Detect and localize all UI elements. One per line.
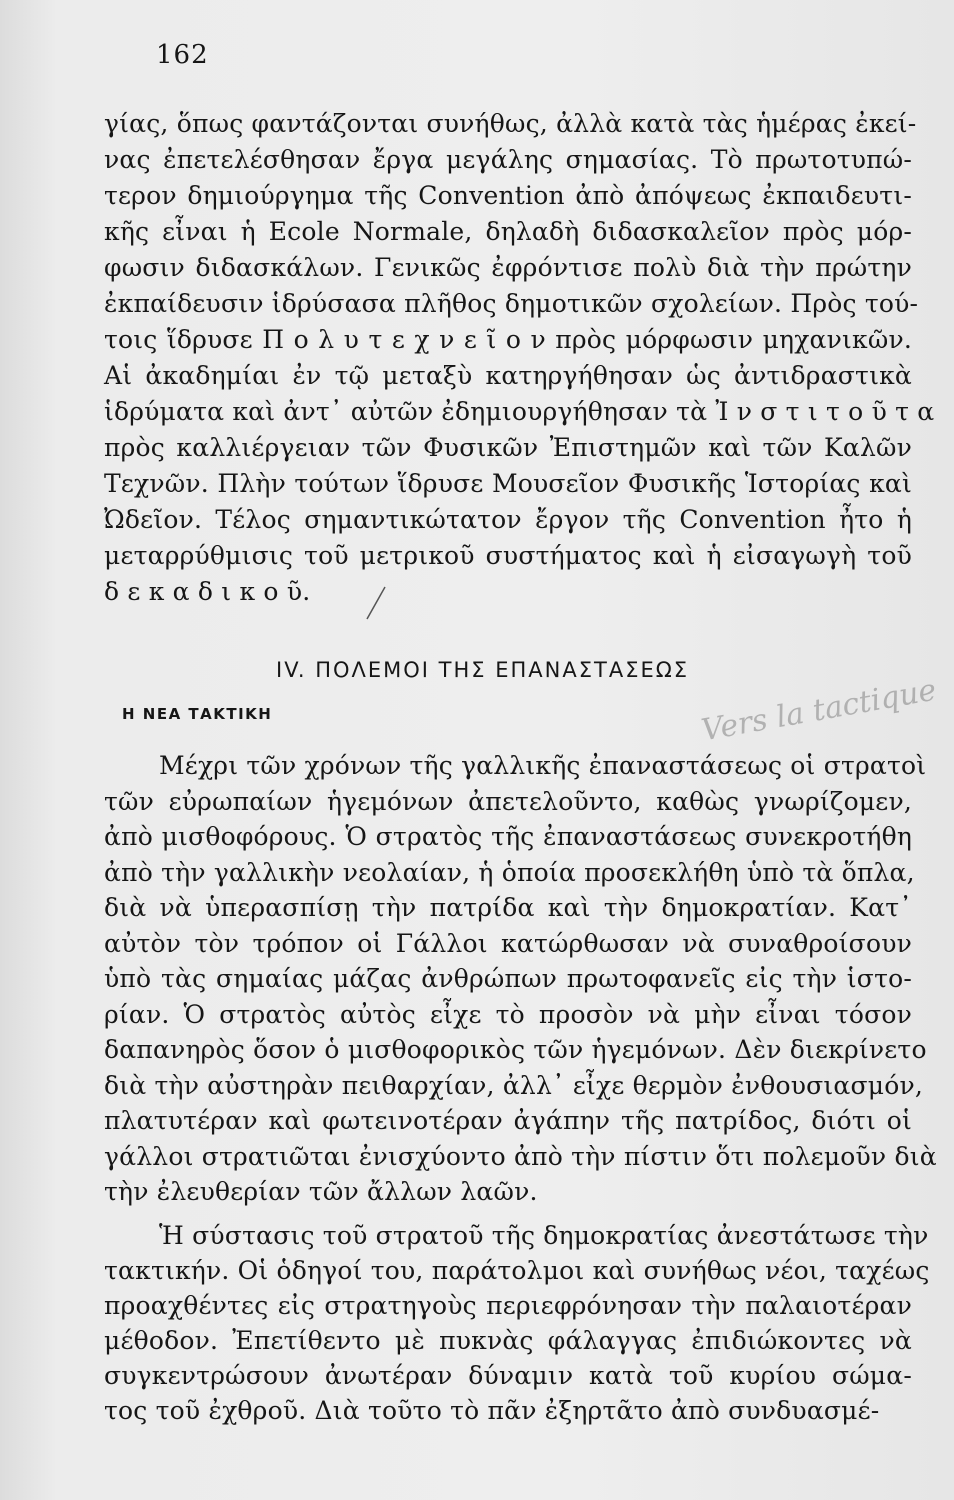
- paragraph-tactics: [104, 1218, 930, 1428]
- text-line: φωσιν διδασκάλων. Γενικῶς ἐφρόντισε πολὺ διὰ τὴν πρώτην: [104, 253, 912, 282]
- paragraph-armies: [104, 748, 937, 1210]
- paragraph-education: [104, 106, 935, 610]
- text-line: διὰ τὴν αὐστηρὰν πειθαρχίαν, ἀλλ᾽ εἶχε θερμὸν ἐνθουσιασμόν,: [104, 1070, 923, 1100]
- text-line: νας ἐπετελέσθησαν ἔργα μεγάλης σημασίας. Τὸ πρωτοτυπώ-: [104, 145, 912, 174]
- text-line: τοις ἵδρυσε Π ο λ υ τ ε χ ν ε ῖ ο ν πρὸς μόρφωσιν μηχανικῶν.: [104, 325, 912, 354]
- text-line: ρίαν. Ὁ στρατὸς αὐτὸς εἶχε τὸ προσὸν νὰ μὴν εἶναι τόσον: [104, 999, 912, 1029]
- text-line: τακτικήν. Οἱ ὁδηγοί του, παράτολμοι καὶ συνήθως νέοι, ταχέως: [104, 1256, 930, 1285]
- text-line: μέθοδον. Ἐπετίθεντο μὲ πυκνὰς φάλαγγας ἐπιδιώκοντες νὰ: [104, 1326, 912, 1355]
- text-line: Μέχρι τῶν χρόνων τῆς γαλλικῆς ἐπαναστάσεως οἱ στρατοὶ: [159, 751, 927, 780]
- text-line: Ὠδεῖον. Τέλος σημαντικώτατον ἔργον τῆς Convention ἦτο ἡ: [104, 505, 912, 534]
- text-line: ἱδρύματα καὶ ἀντ᾽ αὐτῶν ἐδημιουργήθησαν τὰ Ἰ ν σ τ ι τ ο ῦ τ α: [104, 397, 935, 426]
- text-line: ὑπὸ τὰς σημαίας μάζας ἀνθρώπων πρωτοφανεῖς εἰς τὴν ἱστο-: [104, 964, 912, 993]
- text-line: τερον δημιούργημα τῆς Convention ἀπὸ ἀπόψεως ἐκπαιδευτι-: [104, 181, 912, 210]
- text-line: δ ε κ α δ ι κ ο ῦ.: [104, 577, 311, 606]
- text-line: μεταρρύθμισις τοῦ μετρικοῦ συστήματος καὶ ἡ εἰσαγωγὴ τοῦ: [104, 541, 912, 570]
- text-line: γάλλοι στρατιῶται ἐνισχύοντο ἀπὸ τὴν πίστιν ὅτι πολεμοῦν διὰ: [104, 1141, 937, 1171]
- text-line: Ἡ σύστασις τοῦ στρατοῦ τῆς δημοκρατίας ἀνεστάτωσε τὴν: [159, 1221, 929, 1250]
- text-line: διὰ νὰ ὑπερασπίσῃ τὴν πατρίδα καὶ τὴν δημοκρατίαν. Κατ᾽: [104, 893, 912, 922]
- text-line: πρὸς καλλιέργειαν τῶν Φυσικῶν Ἐπιστημῶν καὶ τῶν Καλῶν: [104, 433, 912, 462]
- text-line: Αἱ ἀκαδημίαι ἐν τῷ μεταξὺ κατηργήθησαν ὡς ἀντιδραστικὰ: [104, 361, 912, 390]
- text-line: πλατυτέραν καὶ φωτεινοτέραν ἀγάπην τῆς πατρίδος, διότι οἱ: [104, 1106, 912, 1135]
- text-line: ἀπὸ τὴν γαλλικὴν νεολαίαν, ἡ ὁποία προσεκλήθη ὑπὸ τὰ ὅπλα,: [104, 857, 915, 887]
- section-title: Η ΝΕΑ ΤΑΚΤΙΚΗ: [122, 705, 273, 723]
- text-line: τὴν ἐλευθερίαν τῶν ἄλλων λαῶν.: [104, 1177, 538, 1206]
- text-line: προαχθέντες εἰς στρατηγοὺς περιεφρόνησαν τὴν παλαιοτέραν: [104, 1291, 912, 1320]
- text-line: τῶν εὐρωπαίων ἡγεμόνων ἀπετελοῦντο, καθὼς γνωρίζομεν,: [104, 786, 912, 816]
- text-line: Τεχνῶν. Πλὴν τούτων ἵδρυσε Μουσεῖον Φυσικῆς Ἱστορίας καὶ: [104, 469, 912, 498]
- text-line: αὐτὸν τὸν τρόπον οἱ Γάλλοι κατώρθωσαν νὰ συναθροίσουν: [104, 928, 912, 958]
- text-line: ἐκπαίδευσιν ἱδρύσασα πλῆθος δημοτικῶν σχολείων. Πρὸς τού-: [104, 289, 919, 318]
- text-line: συγκεντρώσουν ἀνωτέραν δύναμιν κατὰ τοῦ κυρίου σώμα-: [104, 1361, 912, 1390]
- pencil-slash-mark: [355, 585, 395, 625]
- chapter-title: IV. ΠΟΛΕΜΟΙ ΤΗΣ ΕΠΑΝΑΣΤΑΣΕΩΣ: [276, 658, 690, 682]
- text-line: τος τοῦ ἐχθροῦ. Διὰ τοῦτο τὸ πᾶν ἐξηρτᾶτο ἀπὸ συνδυασμέ-: [104, 1396, 880, 1425]
- page-number: 162: [156, 40, 209, 70]
- text-line: ἀπὸ μισθοφόρους. Ὁ στρατὸς τῆς ἐπαναστάσεως συνεκροτήθη: [104, 822, 912, 851]
- text-line: γίας, ὅπως φαντάζονται συνήθως, ἀλλὰ κατὰ τὰς ἡμέρας ἐκεί-: [104, 109, 917, 138]
- text-line: δαπανηρὸς ὅσον ὁ μισθοφορικὸς τῶν ἡγεμόνων. Δὲν διεκρίνετο: [104, 1035, 927, 1064]
- text-line: κῆς εἶναι ἡ Ecole Normale, δηλαδὴ διδασκαλεῖον πρὸς μόρ-: [104, 217, 912, 246]
- handwritten-note: Vers la tactique: [698, 672, 939, 749]
